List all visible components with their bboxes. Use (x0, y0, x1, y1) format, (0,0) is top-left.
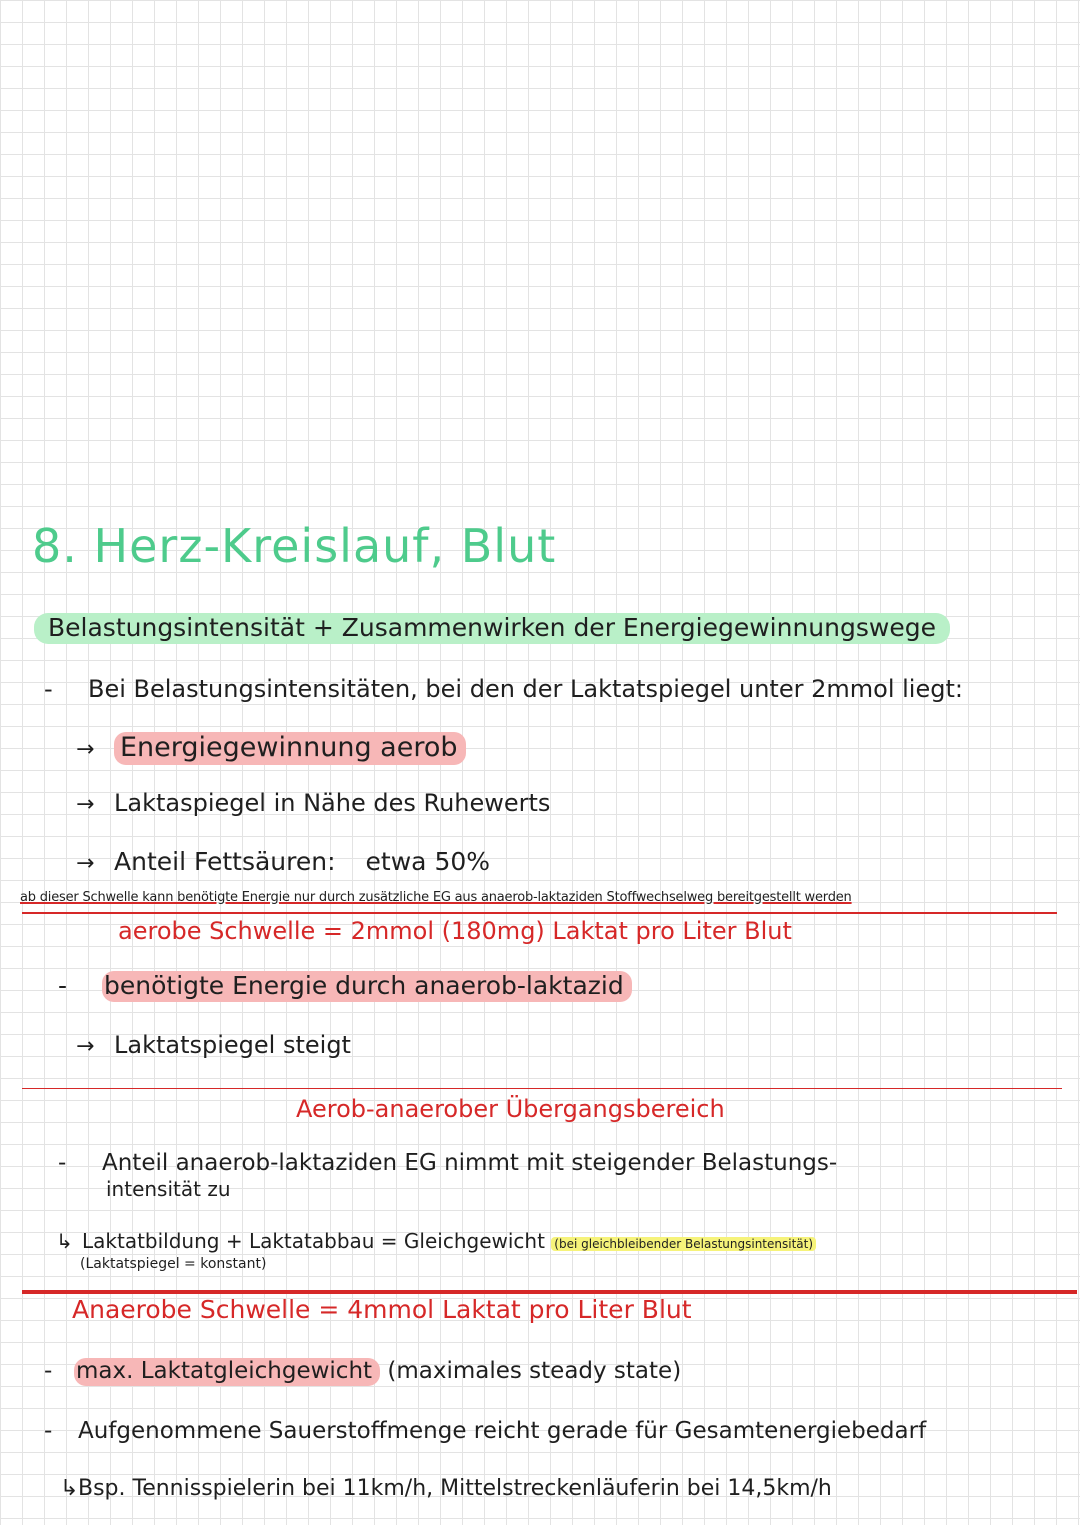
dash-bullet: - (44, 1358, 53, 1384)
example-text: Bsp. Tennisspielerin bei 11km/h, Mittelstreckenläuferin bei 14,5km/h (78, 1476, 832, 1501)
intro-text: Bei Belastungsintensitäten, bei den der Laktatspiegel unter 2mmol liegt: (88, 675, 963, 703)
arrow-right-icon: → (76, 737, 95, 762)
section-heading (34, 614, 950, 643)
anteil-item (58, 1150, 837, 1176)
heading-highlight: Belastungsintensität + Zusammenwirken der Energiegewinnungswege (34, 613, 950, 644)
dash-bullet: - (44, 1418, 53, 1444)
arrow-right-icon: → (76, 851, 95, 876)
konstant-line: (Laktatspiegel = konstant) (80, 1256, 267, 1272)
steady-state-text: (maximales steady state) (387, 1358, 682, 1384)
example-line (60, 1476, 832, 1501)
arrow-right-icon: → (76, 792, 95, 817)
arrow-item-steigt (76, 1032, 351, 1060)
arrow-right-icon: → (76, 1034, 95, 1059)
anaerobic-threshold: Anaerobe Schwelle = 4mmol Laktat pro Liter Blut (72, 1295, 692, 1324)
transition-heading: Aerob-anaerober Übergangsbereich (296, 1095, 725, 1123)
gleichgewicht-text: Laktatbildung + Laktatabbau = Gleichgewicht (82, 1229, 545, 1253)
anteil-text-line1: Anteil anaerob-laktaziden EG nimmt mit steigender Belastungs- (102, 1150, 838, 1176)
steigt-text: Laktatspiegel steigt (114, 1031, 351, 1059)
red-divider-thick (22, 1290, 1077, 1294)
belastung-note: (bei gleichbleibender Belastungsintensität) (551, 1237, 816, 1251)
return-arrow-icon: ↳ (56, 1229, 73, 1253)
arrow-item-aerob (76, 732, 466, 763)
anaerob-highlight: benötigte Energie durch anaerob-laktazid (102, 971, 632, 1002)
aerobic-threshold: aerobe Schwelle = 2mmol (180mg) Laktat pro Liter Blut (118, 917, 792, 945)
intro-line (44, 676, 963, 704)
dash-bullet: - (58, 971, 68, 1000)
anteil-item-line2: intensität zu (106, 1177, 231, 1201)
dash-bullet: - (44, 675, 53, 703)
red-divider (22, 912, 1057, 914)
gleichgewicht-item (56, 1230, 816, 1253)
arrow-item-ruhewert (76, 790, 550, 818)
sauerstoff-item (44, 1418, 926, 1444)
fettsaeuren-label: Anteil Fettsäuren: (114, 847, 336, 876)
return-arrow-icon: ↳ (60, 1476, 79, 1501)
threshold-note: ab dieser Schwelle kann benötigte Energie nur durch zusätzliche EG aus anaerob-laktaziden Stoffwechselweg bereitgestellt werden (20, 890, 852, 905)
red-divider-thin (22, 1088, 1062, 1089)
fettsaeuren-value: etwa 50% (365, 847, 491, 876)
ruhewert-text: Laktaspiegel in Nähe des Ruhewerts (114, 789, 551, 817)
dash-bullet: - (58, 1150, 67, 1176)
aerob-highlight: Energiegewinnung aerob (114, 732, 466, 765)
anaerob-item (58, 972, 632, 1001)
sauerstoff-text: Aufgenommene Sauerstoffmenge reicht gerade für Gesamtenergiebedarf (78, 1418, 927, 1444)
arrow-item-fettsaeuren (76, 848, 490, 877)
max-highlight: max. Laktatgleichgewicht (74, 1358, 380, 1386)
max-item (44, 1358, 681, 1384)
page-title: 8. Herz-Kreislauf, Blut (32, 519, 557, 573)
